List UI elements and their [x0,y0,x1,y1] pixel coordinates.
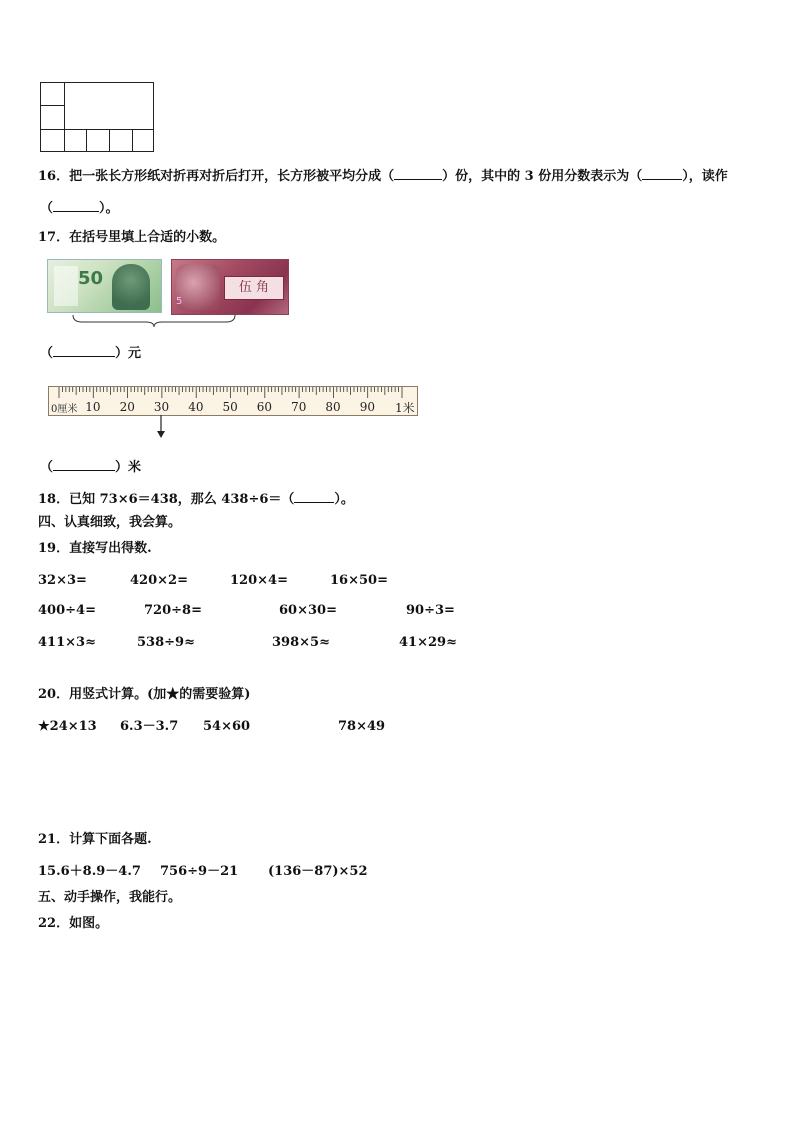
brace-icon [72,314,236,328]
note50-value: 50 [78,268,104,289]
question-20-title: 20．用竖式计算。(加★的需要验算) [38,687,251,702]
ruler-label: 40 [188,400,204,414]
grid-figure [40,82,154,152]
banknote-5-jiao [171,259,289,315]
question-18 [38,490,354,508]
question-17-title: 17．在括号里填上合适的小数。 [38,230,226,245]
q20-item-0: ★24×13 [38,719,97,734]
q19-r1-c0: 400÷4= [38,603,96,618]
section-5-heading: 五、动手操作，我能行。 [38,890,182,905]
section-4-heading: 四、认真细致，我会算。 [38,515,182,530]
ruler-label: 80 [325,400,341,414]
ruler-label: 20 [119,400,135,414]
q18-text-b: ）。 [334,492,354,507]
note-watermark [54,266,78,306]
q16-text-a: 16．把一张长方形纸对折再对折后打开，长方形被平均分成（ [38,169,395,184]
grid-vline-4 [132,129,133,151]
paren-close-mi: ）米 [115,460,142,475]
q19-r2-c2: 398×5≈ [272,635,330,650]
ruler-label: 90 [359,400,375,414]
q19-r0-c3: 16×50= [330,573,388,588]
q19-r1-c1: 720÷8= [144,603,202,618]
q16-blank-1[interactable] [394,167,442,180]
q16-text-c: ），读作 [682,169,728,184]
q18-blank[interactable] [294,490,334,503]
q16-blank-3[interactable] [53,199,99,212]
q17-answer-1 [40,344,141,362]
q18-text-a: 18．已知 73×6＝438，那么 438÷6＝（ [38,492,295,507]
paren-open: （ [40,346,54,361]
question-19-title: 19．直接写出得数. [38,541,152,556]
question-16-line2 [40,199,119,217]
ruler-ticks [49,387,417,399]
q21-item-0: 15.6＋8.9－4.7 [38,864,141,879]
q16-blank-2[interactable] [642,167,682,180]
q19-r1-c3: 90÷3= [406,603,455,618]
q17-blank-2[interactable] [53,458,115,471]
ruler-label: 60 [256,400,273,414]
ruler-label: 70 [291,400,307,414]
q19-r2-c1: 538÷9≈ [137,635,195,650]
note5j-value: 5 [176,296,183,307]
q16-text-b: ）份，其中的 3 份用分数表示为（ [442,169,643,184]
paren-open: （ [40,460,54,475]
paren-close-yuan: ）元 [115,346,142,361]
question-21-title: 21．计算下面各题. [38,832,152,847]
ruler-end-label: 1米 [395,401,415,415]
grid-vline-left [64,83,65,151]
ruler-label: 30 [153,400,170,414]
q19-r2-c3: 41×29≈ [399,635,457,650]
ruler-start-label: 0厘米 [51,404,78,415]
q21-item-2: (136－87)×52 [268,864,368,879]
q19-r0-c2: 120×4= [230,573,288,588]
ruler-label: 50 [222,400,238,414]
grid-hline-1 [41,105,64,106]
q17-blank-1[interactable] [53,344,115,357]
ruler [48,386,418,416]
grid-vline-2 [86,129,87,151]
q20-item-3: 78×49 [338,719,386,734]
ruler-label: 10 [85,400,101,414]
q17-answer-2 [40,458,141,476]
q21-item-1: 756÷9－21 [160,864,239,879]
q19-r1-c2: 60×30= [279,603,337,618]
grid-vline-3 [109,129,110,151]
q19-r0-c1: 420×2= [130,573,188,588]
banknote-50-yuan [47,259,162,313]
q20-item-1: 6.3－3.7 [120,719,179,734]
q19-r2-c0: 411×3≈ [38,635,96,650]
question-16-line1 [38,167,728,185]
question-22-title: 22．如图。 [38,916,109,931]
q20-item-2: 54×60 [203,719,251,734]
q16-text-e: ）。 [99,201,119,216]
note5j-label: 伍 角 [224,276,284,300]
q16-text-d: （ [40,201,54,216]
arrow-down-icon [155,415,167,439]
q19-r0-c0: 32×3= [38,573,87,588]
portrait-icon [112,264,150,310]
portrait-icon [176,264,220,310]
grid-hline-2 [41,129,153,130]
